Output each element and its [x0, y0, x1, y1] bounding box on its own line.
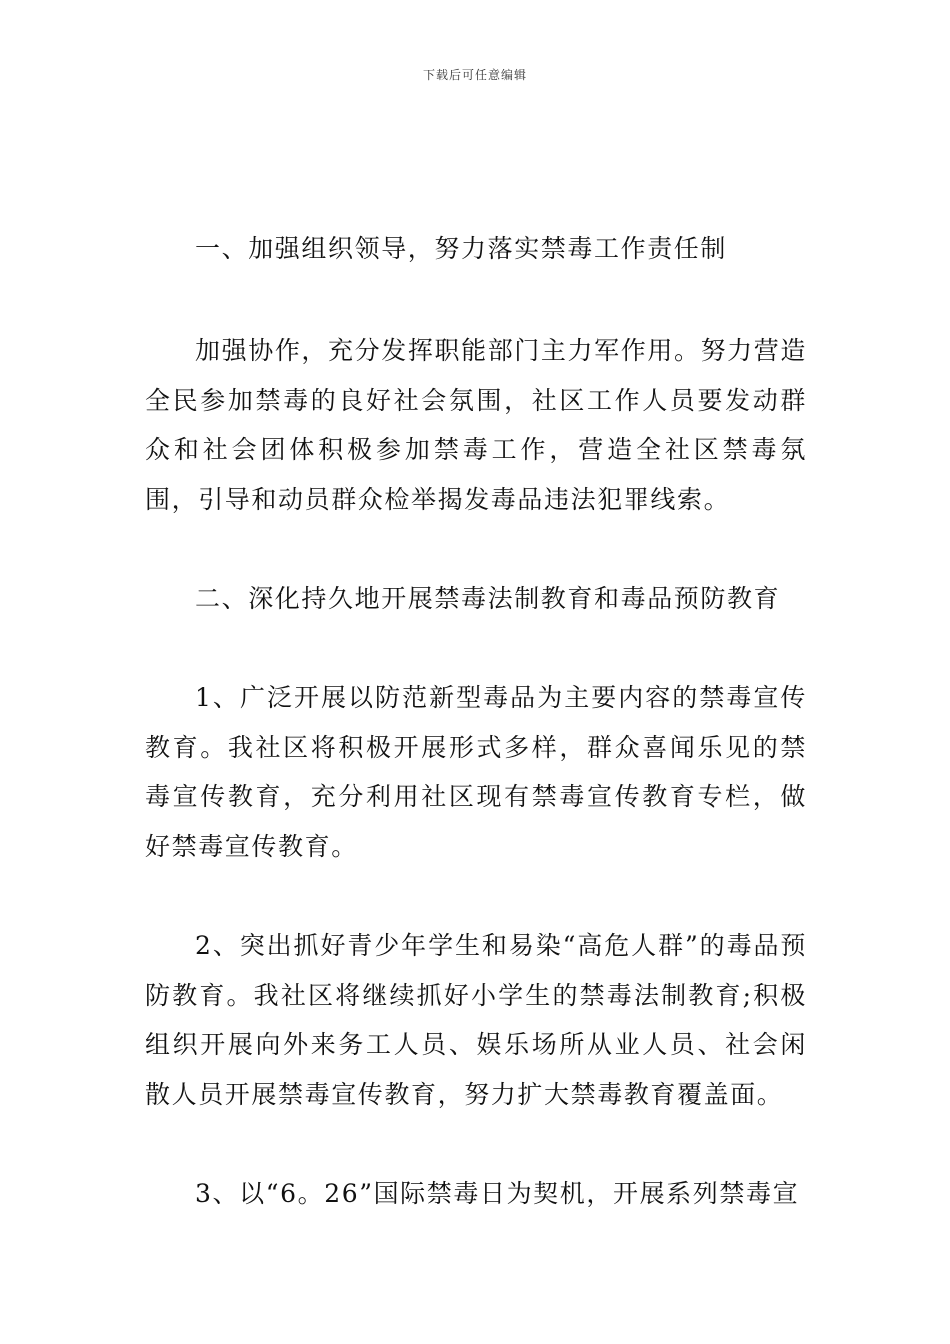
heading-section-2: 二、深化持久地开展禁毒法制教育和毒品预防教育	[195, 584, 781, 613]
paragraph-item-2: 2、突出抓好青少年学生和易染“高危人群”的毒品预防教育。我社区将继续抓好小学生的禁毒法制教育;积极组织开展向外来务工人员、娱乐场所从业人员、社会闲散人员开展禁毒宣传教育，努力扩大禁毒教育覆盖面。	[145, 931, 807, 1109]
paragraph-item-3: 3、以“6。26”国际禁毒日为契机，开展系列禁毒宣	[195, 1179, 800, 1208]
paragraph-item-1: 1、广泛开展以防范新型毒品为主要内容的禁毒宣传教育。我社区将积极开展形式多样，群众喜闻乐见的禁毒宣传教育，充分利用社区现有禁毒宣传教育专栏，做好禁毒宣传教育。	[145, 683, 807, 861]
paragraph-cooperation: 加强协作，充分发挥职能部门主力军作用。努力营造全民参加禁毒的良好社会氛围，社区工作人员要发动群众和社会团体积极参加禁毒工作，营造全社区禁毒氛围，引导和动员群众检举揭发毒品违法犯罪线索。	[145, 336, 807, 514]
heading-section-1: 一、加强组织领导，努力落实禁毒工作责任制	[195, 234, 728, 263]
header-note: 下载后可任意编辑	[422, 68, 527, 82]
